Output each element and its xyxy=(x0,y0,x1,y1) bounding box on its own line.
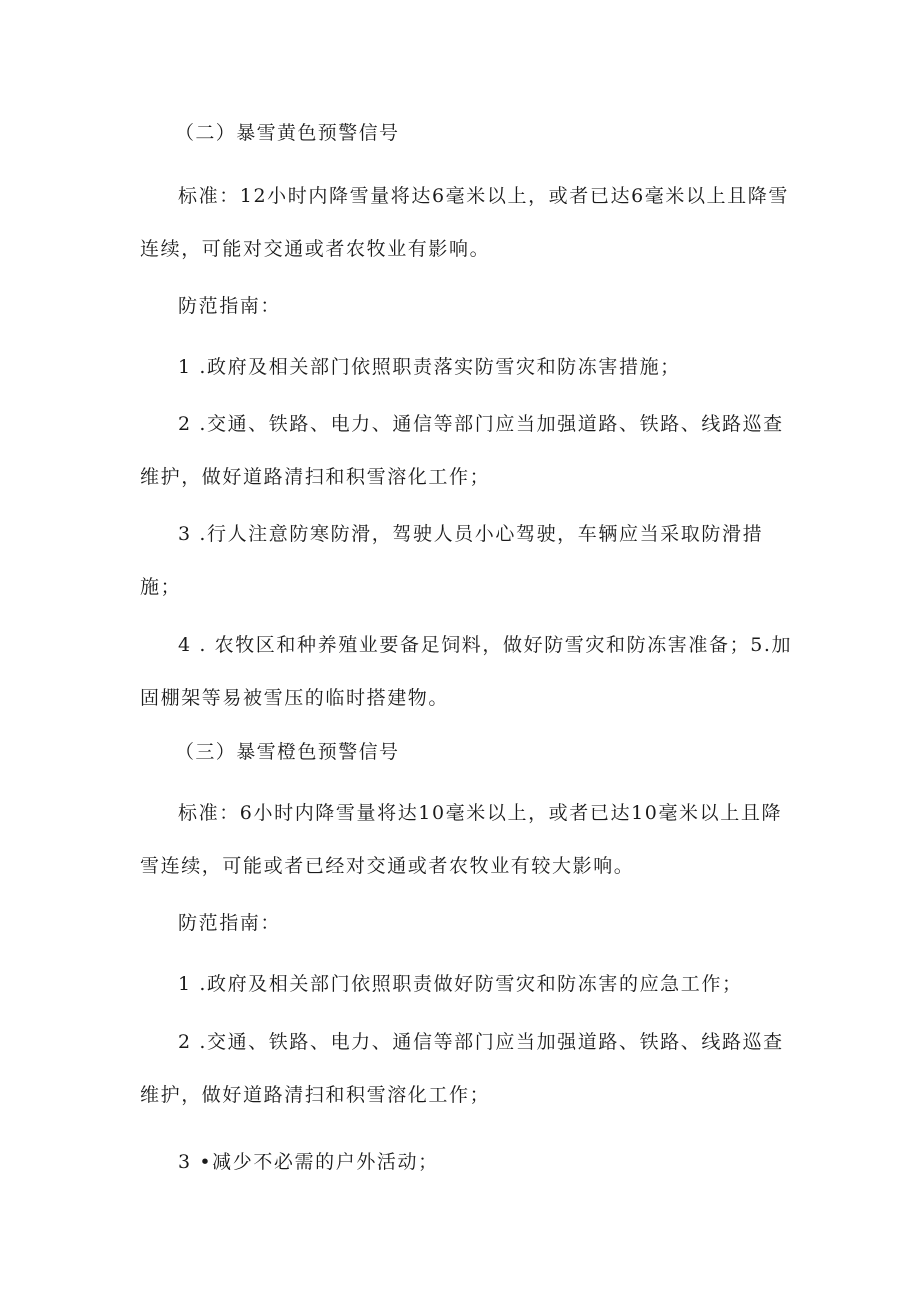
guide-title-orange: 防范指南： xyxy=(178,912,282,934)
guide-item-orange-2: 2 .交通、铁路、电力、通信等部门应当加强道路、铁路、线路巡查维护，做好道路清扫和积雪溶化工作； xyxy=(140,1031,784,1106)
section-heading-yellow: （二）暴雪黄色预警信号 xyxy=(175,122,400,144)
guide-item-yellow-2: 2 .交通、铁路、电力、通信等部门应当加强道路、铁路、线路巡查维护，做好道路清扫和积雪溶化工作； xyxy=(140,413,784,488)
guide-item-yellow-3: 3 .行人注意防寒防滑，驾驶人员小心驾驶，车辆应当采取防滑措施； xyxy=(140,523,764,598)
guide-item-orange-1: 1 .政府及相关部门依照职责做好防雪灾和防冻害的应急工作； xyxy=(178,973,743,995)
section-heading-orange: （三）暴雪橙色预警信号 xyxy=(175,741,400,763)
guide-item-orange-3: 3 •减少不必需的户外活动； xyxy=(178,1151,439,1173)
guide-item-yellow-4: 4 . 农牧区和种养殖业要备足饲料，做好防雪灾和防冻害准备；5.加固棚架等易被雪压的临时搭建物。 xyxy=(140,634,793,709)
guide-title-yellow: 防范指南： xyxy=(178,295,282,317)
standard-yellow: 标准：12小时内降雪量将达6毫米以上，或者已达6毫米以上且降雪连续，可能对交通或者农牧业有影响。 xyxy=(140,185,789,260)
guide-item-yellow-1: 1 .政府及相关部门依照职责落实防雪灾和防冻害措施； xyxy=(178,356,681,378)
standard-orange: 标准：6小时内降雪量将达10毫米以上，或者已达10毫米以上且降雪连续，可能或者已经对交通或者农牧业有较大影响。 xyxy=(140,802,783,877)
